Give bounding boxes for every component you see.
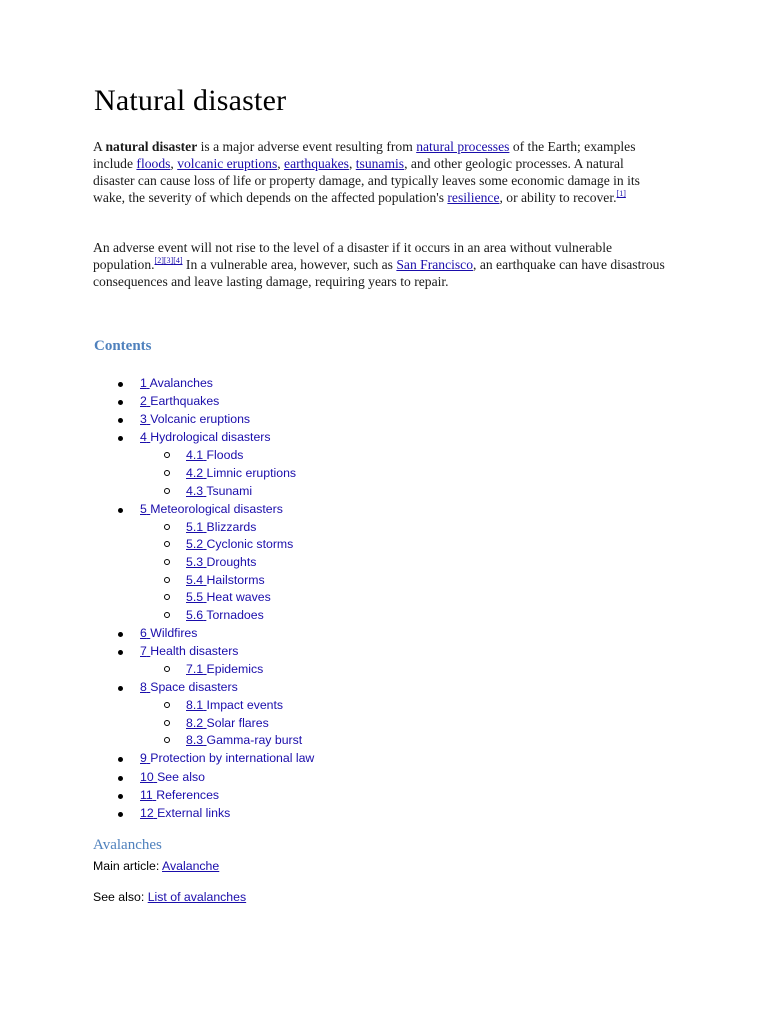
toc-label: External links [157, 805, 231, 820]
separator: , [348, 156, 356, 171]
toc-link[interactable] [140, 680, 238, 694]
link-floods[interactable]: floods [136, 156, 171, 171]
toc-number: 5.2 [186, 537, 204, 552]
toc-label: Blizzards [206, 519, 257, 534]
toc-label: Wildfires [150, 625, 198, 640]
toc-link[interactable] [140, 751, 314, 765]
link-volcanic-eruptions[interactable]: volcanic eruptions [177, 156, 278, 171]
toc-number: 10 [140, 769, 154, 784]
toc-number: 5.4 [186, 572, 204, 587]
toc-link[interactable] [186, 608, 264, 622]
toc-link[interactable] [186, 466, 296, 480]
toc-number: 4.2 [186, 465, 204, 480]
circle-bullet-icon [164, 559, 170, 565]
toc-number: 8 [140, 680, 147, 695]
toc-label: Floods [206, 448, 244, 463]
toc-link[interactable] [140, 626, 197, 640]
toc-label: Epidemics [206, 662, 264, 676]
toc-item [0, 502, 768, 520]
bullet-icon [118, 508, 123, 513]
circle-bullet-icon [164, 612, 170, 618]
citation-link-1[interactable]: [1] [616, 189, 626, 198]
contents-heading: Contents [94, 338, 152, 354]
toc-item [0, 466, 768, 484]
citation-link-2[interactable]: [2] [154, 256, 164, 265]
circle-bullet-icon [164, 720, 170, 726]
toc-label: Cyclonic storms [206, 537, 294, 552]
toc-number: 1 [140, 376, 147, 390]
bullet-icon [118, 757, 123, 762]
circle-bullet-icon [164, 541, 170, 547]
intro-text: of the Earth; examples include [93, 139, 636, 171]
toc-number: 7.1 [186, 662, 204, 676]
section-heading-avalanches: Avalanches [93, 837, 162, 853]
circle-bullet-icon [164, 577, 170, 583]
page-title: Natural disaster [94, 84, 287, 117]
bullet-icon [118, 686, 123, 691]
toc-label: Health disasters [150, 643, 239, 658]
intro-text: , and other geologic processes. A natural disaster can cause loss of life or property damage, and typically leaves some economic damage in its wake, the severity of which depends on the affected population's [93, 156, 640, 205]
circle-bullet-icon [164, 737, 170, 743]
toc-label: Avalanches [149, 376, 213, 390]
toc-link[interactable] [186, 448, 243, 462]
citation-link-3[interactable]: [3] [163, 256, 174, 265]
toc-label: Space disasters [150, 680, 238, 695]
toc-label: Meteorological disasters [150, 501, 283, 516]
toc-number: 5.1 [186, 519, 204, 534]
para-text: An adverse event will not rise to the level of a disaster if it occurs in an area without vulnerable population. [93, 240, 613, 272]
link-natural-processes[interactable]: natural processes [416, 139, 510, 154]
toc-item [0, 716, 768, 734]
see-also-note [93, 890, 246, 904]
toc-label: Limnic eruptions [206, 465, 297, 480]
bullet-icon [118, 776, 123, 781]
link-tsunamis[interactable]: tsunamis [355, 156, 405, 171]
toc-link[interactable] [186, 733, 302, 747]
toc-link[interactable] [140, 806, 230, 820]
intro-text: , or ability to recover. [499, 190, 617, 205]
toc-label: Impact events [206, 698, 284, 713]
see-also-label: See also: [93, 890, 148, 904]
toc-label: Hailstorms [206, 572, 265, 587]
bullet-icon [118, 650, 123, 655]
bullet-icon [118, 418, 123, 423]
main-article-label: Main article: [93, 859, 163, 873]
circle-bullet-icon [164, 666, 170, 672]
citation-1 [617, 189, 626, 198]
toc-link[interactable] [140, 412, 250, 426]
toc-item [0, 770, 768, 788]
toc-link[interactable] [186, 716, 269, 730]
toc-label: Hydrological disasters [150, 430, 271, 445]
citations-2-4 [155, 256, 183, 265]
para-text: In a vulnerable area, however, such as [182, 257, 397, 272]
toc-item [0, 626, 768, 644]
toc-item [0, 608, 768, 626]
link-list-of-avalanches[interactable]: List of avalanches [147, 890, 247, 904]
toc-number: 8.3 [186, 733, 204, 748]
toc-number: 12 [140, 805, 154, 820]
toc-number: 3 [140, 412, 147, 427]
toc-number: 5.6 [186, 607, 204, 622]
toc-item [0, 733, 768, 751]
toc-label: Volcanic eruptions [150, 412, 251, 427]
toc-link[interactable] [186, 555, 256, 569]
toc-link[interactable] [186, 484, 252, 498]
toc-number: 6 [140, 625, 147, 640]
toc-number: 7 [140, 643, 147, 658]
toc-number: 5 [140, 501, 147, 516]
toc-item [0, 537, 768, 555]
link-avalanche[interactable]: Avalanche [162, 859, 220, 873]
circle-bullet-icon [164, 524, 170, 530]
circle-bullet-icon [164, 702, 170, 708]
intro-paragraph [93, 138, 668, 206]
toc-link[interactable] [186, 520, 256, 534]
toc-item [0, 788, 768, 806]
toc-number: 4.3 [186, 483, 204, 498]
circle-bullet-icon [164, 594, 170, 600]
toc-label: Tsunami [206, 483, 253, 498]
toc-number: 8.1 [186, 698, 204, 713]
toc-link[interactable] [140, 394, 219, 408]
toc-item [0, 412, 768, 430]
toc-label: Droughts [206, 554, 257, 569]
link-earthquakes[interactable]: earthquakes [284, 156, 349, 171]
toc-item [0, 680, 768, 698]
bullet-icon [118, 812, 123, 817]
toc-item [0, 573, 768, 591]
table-of-contents [0, 376, 768, 824]
toc-item [0, 590, 768, 608]
toc-label: References [156, 787, 220, 802]
toc-label: Gamma-ray burst [206, 733, 303, 748]
toc-number: 5.3 [186, 554, 204, 569]
toc-number: 8.2 [186, 715, 204, 730]
toc-item [0, 698, 768, 716]
toc-link[interactable] [140, 644, 238, 658]
bullet-icon [118, 632, 123, 637]
toc-item [0, 448, 768, 466]
toc-link[interactable] [140, 770, 205, 784]
toc-link[interactable] [186, 537, 293, 551]
bullet-icon [118, 794, 123, 799]
toc-item [0, 806, 768, 824]
separator: , [277, 156, 285, 171]
toc-label: Earthquakes [150, 394, 220, 409]
toc-number: 4.1 [186, 448, 204, 463]
circle-bullet-icon [164, 488, 170, 494]
bold-term: natural disaster [105, 139, 198, 154]
toc-label: Solar flares [206, 715, 269, 730]
toc-link[interactable] [186, 698, 283, 712]
citation-link-4[interactable]: [4] [173, 256, 183, 265]
main-article-note [93, 859, 219, 873]
toc-item [0, 484, 768, 502]
bullet-icon [118, 400, 123, 405]
toc-item [0, 751, 768, 769]
toc-number: 4 [140, 430, 147, 445]
toc-item [0, 662, 768, 680]
toc-link[interactable] [140, 788, 219, 802]
toc-number: 2 [140, 394, 147, 409]
toc-number: 5.5 [186, 590, 204, 605]
toc-link[interactable] [186, 573, 265, 587]
intro-text: is a major adverse event resulting from [197, 139, 417, 154]
toc-number: 11 [140, 787, 153, 802]
toc-item [0, 376, 768, 394]
toc-link[interactable] [186, 590, 271, 604]
toc-label: Tornadoes [206, 607, 264, 622]
link-resilience[interactable]: resilience [447, 190, 500, 205]
toc-item [0, 555, 768, 573]
toc-label: Heat waves [206, 590, 271, 605]
para-text: , an earthquake can have disastrous consequences and leave lasting damage, requiring years to repair. [93, 257, 665, 289]
toc-number: 9 [140, 751, 147, 766]
toc-link[interactable] [140, 502, 283, 516]
toc-item [0, 394, 768, 412]
separator: , [170, 156, 178, 171]
toc-label: Protection by international law [150, 751, 315, 766]
toc-link[interactable] [186, 662, 263, 676]
toc-link[interactable] [140, 430, 271, 444]
toc-item [0, 430, 768, 448]
link-san-francisco[interactable]: San Francisco [396, 257, 474, 272]
bullet-icon [118, 382, 123, 387]
circle-bullet-icon [164, 452, 170, 458]
toc-item [0, 520, 768, 538]
second-paragraph [93, 239, 668, 290]
intro-text: A [93, 139, 106, 154]
toc-item [0, 644, 768, 662]
bullet-icon [118, 436, 123, 441]
toc-label: See also [157, 769, 205, 784]
toc-link[interactable] [140, 376, 213, 390]
circle-bullet-icon [164, 470, 170, 476]
